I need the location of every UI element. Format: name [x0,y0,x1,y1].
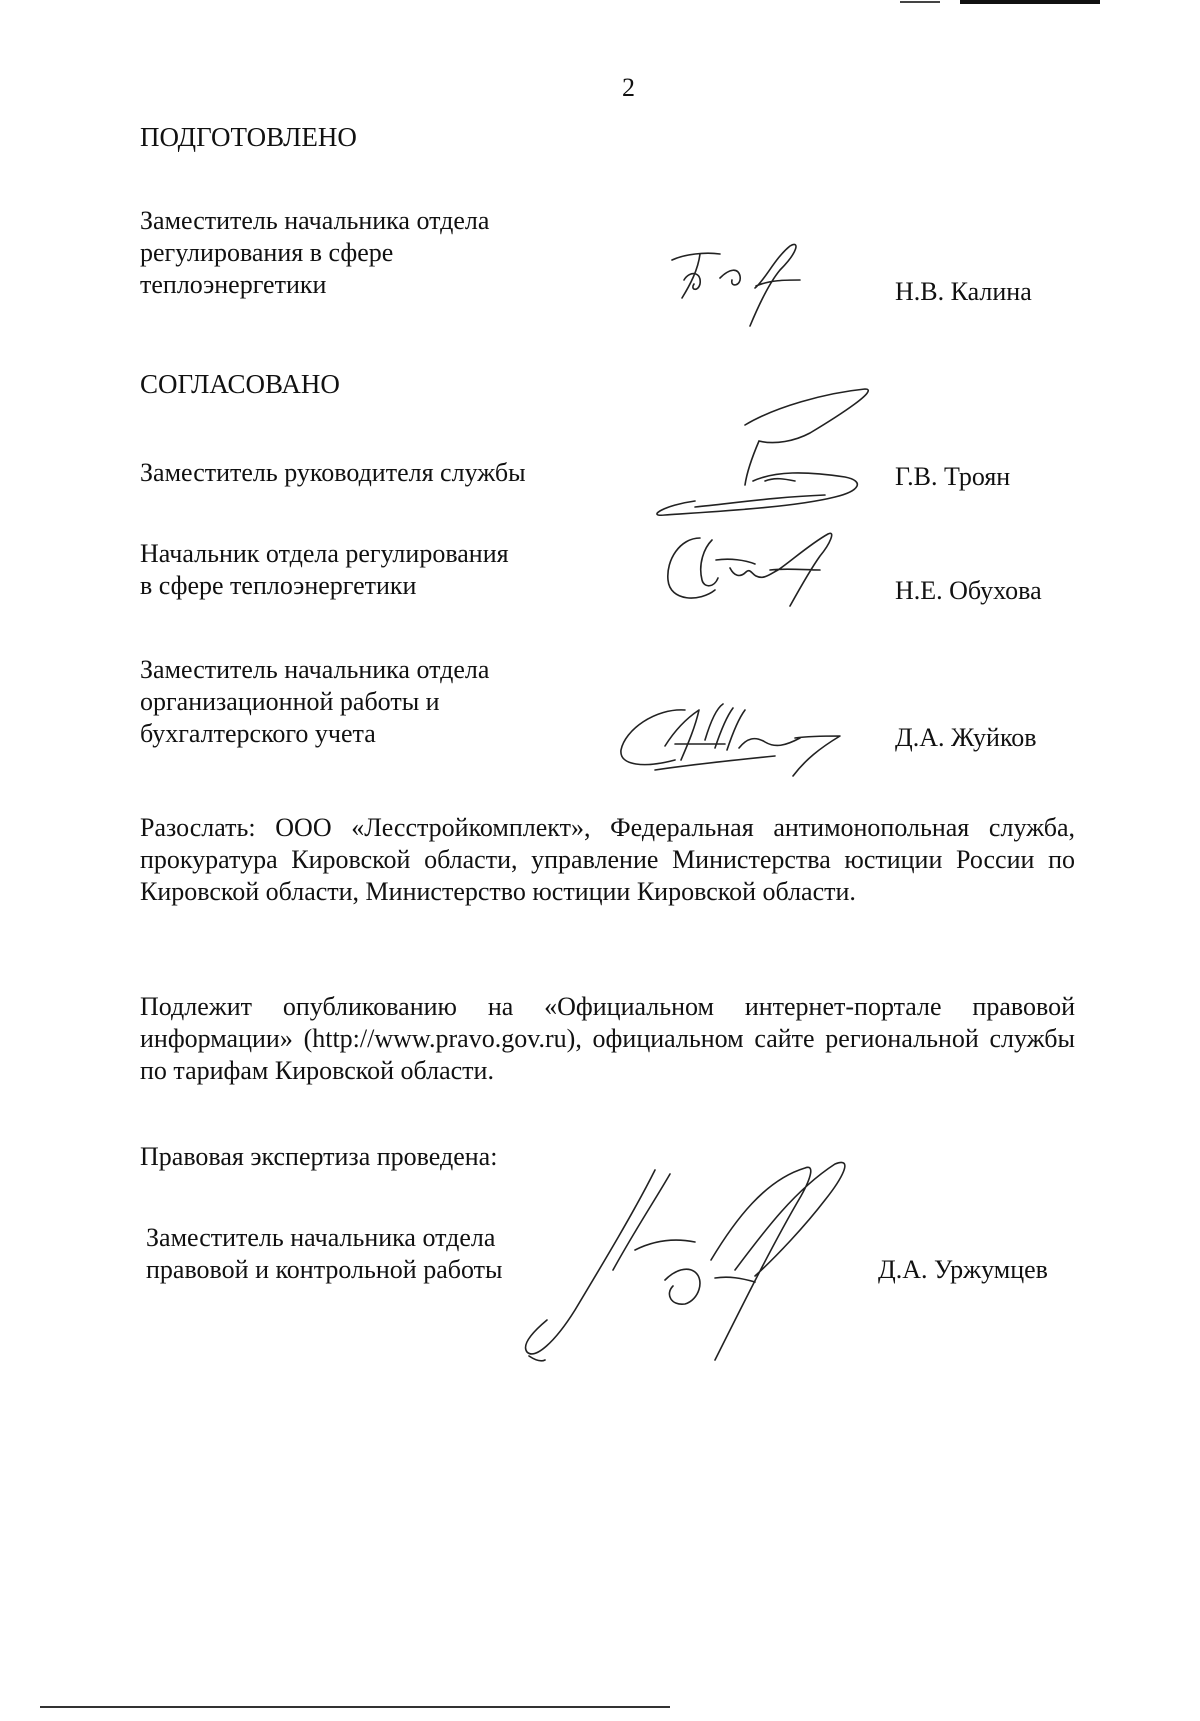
agreed-position-line: в сфере теплоэнергетики [140,571,417,600]
signature-urzhumtsev [515,1160,875,1380]
prepared-heading: ПОДГОТОВЛЕНО [140,122,357,152]
agreed-position-line: организационной работы и [140,687,440,716]
agreed-position-line: Начальник отдела регулирования [140,539,509,568]
legal-review-heading: Правовая экспертиза проведена: [140,1142,498,1171]
agreed-heading: СОГЛАСОВАНО [140,369,340,399]
legal-review-name: Д.А. Уржумцев [878,1255,1048,1284]
distribution-paragraph: Разослать: ООО «Лесстройкомплект», Федеральная антимонопольная служба, прокуратура Кировской области, управление Министерства юстиции России по Кировской области, Министерство юстиции Кировской области. [140,813,1075,906]
agreed-name: Н.Е. Обухова [895,576,1042,605]
prepared-name: Н.В. Калина [895,277,1032,306]
agreed-name: Г.В. Троян [895,462,1011,491]
prepared-position-line: Заместитель начальника отдела [140,206,490,235]
agreed-position-line: бухгалтерского учета [140,719,376,748]
signature-troyan [635,385,875,535]
scan-artifact-bottom [40,1705,670,1709]
signature-zhuykov [615,690,855,780]
page-number: 2 [622,73,635,102]
prepared-position-line: регулирования в сфере [140,238,394,267]
signature-kalina [660,240,830,340]
scan-artifact-top [900,0,1120,6]
agreed-position-line: Заместитель начальника отдела [140,655,490,684]
prepared-position-line: теплоэнергетики [140,270,327,299]
publication-paragraph: Подлежит опубликованию на «Официальном интернет-портале правовой информации» (http://www.pravo.gov.ru), официальном сайте региональной службы по тарифам Кировской области. [140,992,1075,1085]
agreed-position-line: Заместитель руководителя службы [140,458,526,487]
legal-review-position-line: правовой и контрольной работы [146,1255,503,1284]
legal-review-position-line: Заместитель начальника отдела [146,1223,496,1252]
agreed-name: Д.А. Жуйков [895,723,1037,752]
signature-obukhova [660,530,845,610]
